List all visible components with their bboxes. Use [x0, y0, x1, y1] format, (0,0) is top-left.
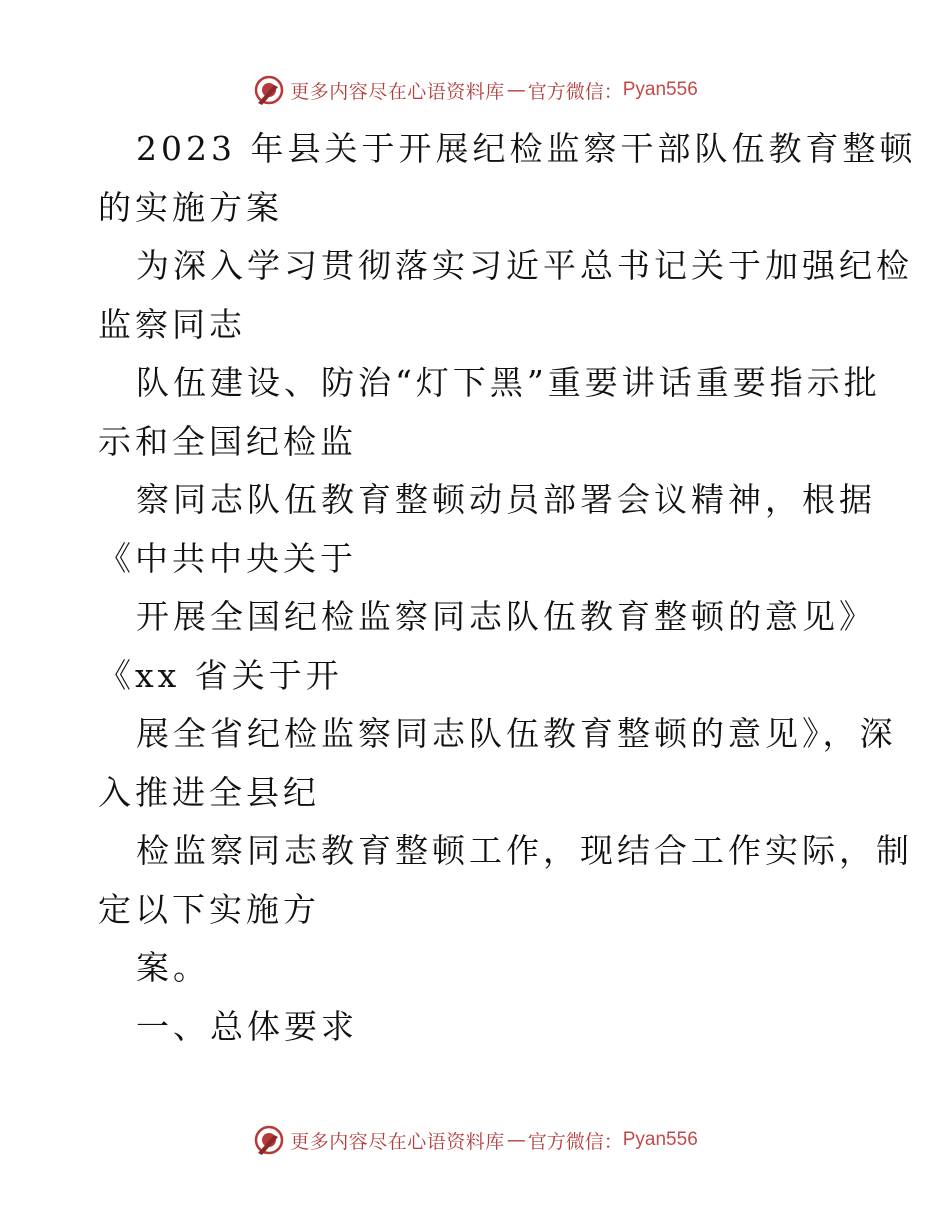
text-line: 为深入学习贯彻落实习近平总书记关于加强纪检 [136, 246, 913, 285]
watermark-separator: — [506, 79, 526, 101]
watermark-label: 官方微信： [527, 80, 623, 103]
text-line: 的实施方案 [98, 187, 283, 227]
text-line: 《中共中央关于 [98, 538, 357, 578]
watermark-separator: — [506, 1129, 526, 1151]
watermark-footer [0, 1120, 950, 1160]
text-line: 定以下实施方 [98, 889, 320, 929]
text-line: 案。 [136, 948, 210, 987]
text-line: 开展全国纪检监察同志队伍教育整顿的意见》 [136, 597, 876, 636]
watermark-header [0, 70, 950, 110]
text-line: 队伍建设、防治“灯下黑”重要讲话重要指示批 [136, 363, 881, 402]
watermark-brand: 更多内容尽在心语资料库 [290, 80, 505, 103]
pen-seal-icon [252, 1123, 286, 1157]
document-body [98, 120, 917, 1056]
text-line: 监察同志 [98, 304, 246, 344]
text-line: 入推进全县纪 [98, 772, 320, 812]
text-line: 一、总体要求 [136, 1006, 358, 1046]
text-line: 示和全国纪检监 [98, 421, 357, 461]
text-line: 《xx 省关于开 [98, 655, 343, 695]
watermark-contact: Pyan556 [622, 1129, 698, 1150]
watermark-brand: 更多内容尽在心语资料库 [290, 1130, 505, 1153]
text-line: 2023 年县关于开展纪检监察干部队伍教育整顿 [136, 129, 917, 168]
pen-seal-icon [252, 73, 286, 107]
text-line: 展全省纪检监察同志队伍教育整顿的意见》，深 [136, 714, 897, 753]
text-line: 察同志队伍教育整顿动员部署会议精神，根据 [136, 480, 876, 519]
text-line: 检监察同志教育整顿工作，现结合工作实际，制 [136, 831, 913, 870]
watermark-label: 官方微信： [527, 1130, 623, 1153]
watermark-contact: Pyan556 [622, 79, 698, 100]
